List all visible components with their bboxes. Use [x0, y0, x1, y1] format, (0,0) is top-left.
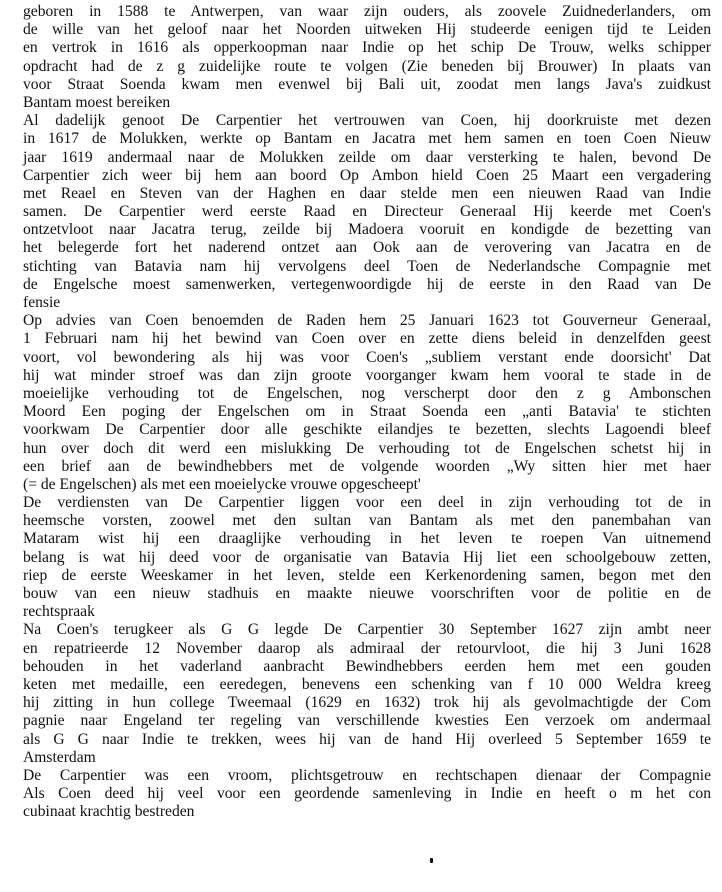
text-line: Bantam moest bereiken: [23, 93, 171, 111]
text-line: Op advies van Coen benoemden de Raden hem 25 Januari 1623 tot Gouverneur Generaal,: [23, 312, 711, 330]
text-line: cubinaat krachtig bestreden: [23, 803, 195, 821]
text-line: pagnie naar Engeland ter regeling van verschillende kwesties Een verzoek om andermaal: [23, 712, 711, 730]
text-line: Carpentier zich weer bij hem aan boord Op Ambon hield Coen 25 Maart een vergadering: [23, 166, 711, 184]
text-line: opdracht had de z g zuidelijke route te volgen (Zie beneden bij Brouwer) In plaats van: [23, 57, 711, 75]
text-line: 1 Februari nam hij het bewind van Coen over en zette diens beleid in denzelfden geest: [23, 330, 711, 348]
text-line: in 1617 de Molukken, werkte op Bantam en Jacatra met hem samen en toen Coen Nieuw: [23, 130, 711, 148]
text-line: het belegerde fort het naderend ontzet aan Ook aan de verovering van Jacatra en de: [23, 239, 711, 257]
text-line: heemsche vorsten, zoowel met den sultan van Bantam als met den panembahan van: [23, 512, 711, 530]
text-line: stichting van Batavia nam hij vervolgens deel Toen de Nederlandsche Compagnie met: [23, 257, 711, 275]
text-line: moeielijke verhouding tot de Engelschen, nog verscherpt door den z g Ambonschen: [23, 384, 711, 402]
text-line: fensie: [23, 294, 61, 311]
text-line: (= de Engelschen) als met een moeielycke vrouwe opgescheept': [23, 475, 421, 493]
text-line: Mataram wist hij een draaglijke verhouding in het leven te roepen Van uitnemend: [23, 530, 711, 548]
text-line: Amsterdam: [23, 748, 96, 766]
text-line: Na Coen's terugkeer als G G legde De Carpentier 30 September 1627 zijn ambt neer: [23, 621, 711, 639]
document-page: [23, 3, 711, 883]
text-line: De Carpentier was een vroom, plichtsgetrouw en rechtschapen dienaar der Compagnie: [23, 766, 711, 784]
text-line: belang is wat hij deed voor de organisatie van Batavia Hij liet een schoolgebouw zetten,: [23, 548, 711, 566]
text-line: rechtspraak: [23, 603, 95, 621]
text-line: hun over doch dit werd een mislukking De verhouding tot de Engelschen schetst hij in: [23, 439, 711, 457]
text-line: ontzetvloot naar Jacatra terug, zeilde bij Madoera vooruit en kondigde de bezetting van: [23, 221, 711, 239]
text-line: keten met medaille, een eeredegen, benevens een schenking van f 10 000 Weldra kreeg: [23, 675, 711, 693]
text-line: en repatrieerde 12 November daarop als admiraal der retourvloot, die hij 3 Juni 1628: [23, 639, 711, 657]
page-mark: [430, 858, 433, 863]
text-line: behouden in het vaderland aanbracht Bewindhebbers eerden hem met een gouden: [23, 657, 711, 675]
text-line: voort, vol bewondering als hij was voor Coen's „subliem verstant ende doorsicht' Dat: [23, 348, 711, 366]
text-line: voor Straat Soenda kwam men evenwel bij Bali uit, zoodat men langs Java's zuidkust: [23, 75, 711, 93]
text-line: geboren in 1588 te Antwerpen, van waar zijn ouders, als zoovele Zuidnederlanders, om: [23, 3, 711, 20]
text-line: De verdiensten van De Carpentier liggen voor een deel in zijn verhouding tot de in: [23, 494, 711, 512]
text-line: de wille van het geloof naar het Noorden uitweken Hij studeerde eenigen tijd te Leiden: [23, 21, 711, 39]
text-line: een brief aan de bewindhebbers met de volgende woorden „Wy sitten hier met haer: [23, 457, 711, 475]
paragraph-merits: [23, 494, 711, 621]
text-line: bouw van een nieuw stadhuis en maakte nieuwe voorschriften voor de politie en de: [23, 585, 711, 602]
text-line: de Engelsche moest samenwerken, vertegenwoordigde hij de eerste in den Raad van De: [23, 275, 711, 293]
text-line: voorkwam De Carpentier door alle geschikte eilandjes te bezetten, slechts Lagoendi bleef: [23, 421, 711, 439]
text-line: als G G naar Indie te trekken, wees hij van de hand Hij overleed 5 September 1659 te: [23, 730, 711, 748]
text-line: samen. De Carpentier werd eerste Raad en Directeur Generaal Hij keerde met Coen's: [23, 203, 711, 221]
text-line: Moord Een poging der Engelschen om in Straat Soenda een „anti Batavia' te stichten: [23, 403, 711, 421]
text-line: hij wat minder stroef was dan zijn groote voorganger kwam hem vooral te stade in de: [23, 366, 711, 384]
paragraph-character: [23, 767, 711, 822]
text-line: Al dadelijk genoot De Carpentier het vertrouwen van Coen, hij doorkruiste met dezen: [23, 112, 711, 130]
paragraph-birth: [23, 3, 711, 112]
text-line: riep de eerste Weeskamer in het leven, stelde een Kerkenordening samen, begon met den: [23, 566, 711, 584]
paragraph-return: [23, 621, 711, 767]
text-line: hij zitting in hun college Tweemaal (1629 en 1632) trok hij als gevolmachtigde der Com: [23, 694, 711, 712]
text-line: en vertrok in 1616 als opperkoopman naar Indie op het schip De Trouw, welks schipper: [23, 39, 711, 57]
text-line: met Reael en Steven van der Haghen en daar stelde men een nieuwen Raad van Indie: [23, 184, 711, 202]
text-line: Als Coen deed hij veel voor een geordende samenleving in Indie en heeft o m het con: [23, 785, 711, 803]
paragraph-service-with-coen: [23, 112, 711, 312]
paragraph-governor-general: [23, 312, 711, 494]
text-line: jaar 1619 andermaal naar de Molukken zeilde om daar versterking te halen, bevond De: [23, 148, 711, 166]
